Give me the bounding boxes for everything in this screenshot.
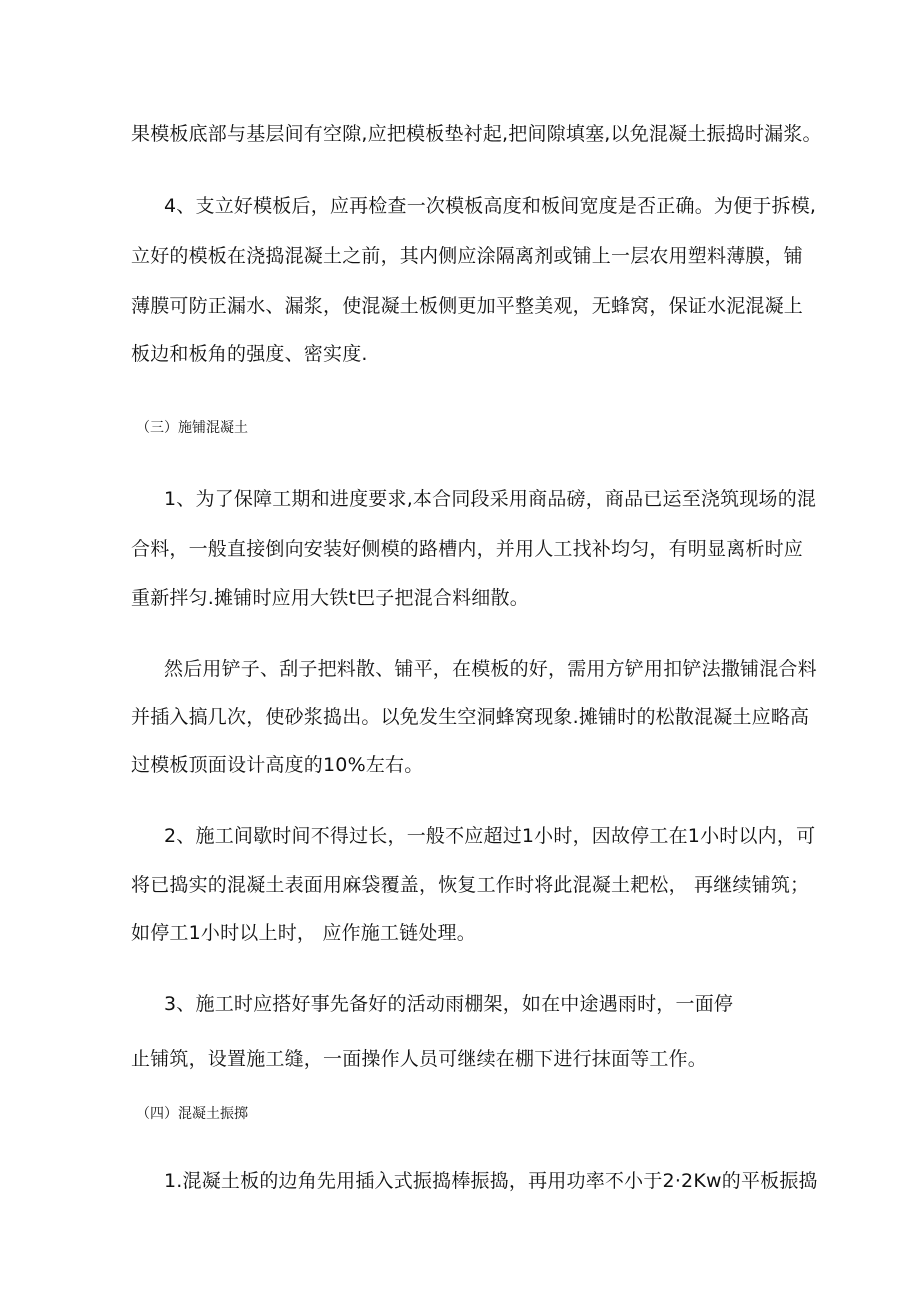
- paragraph-line: 1.混凝土板的边角先用插入式振捣棒振捣，再用功率不小于2·2Kw的平板振捣: [164, 1170, 818, 1192]
- section-heading-4: （四）混凝土振掷: [136, 1106, 248, 1122]
- paragraph-line: 2、施工间歇时间不得过长，一般不应超过1小时，因故停工在1小时以内，可: [164, 825, 816, 847]
- section-heading-3: （三）施铺混凝土: [136, 420, 248, 436]
- paragraph-line: 如停工1小时以上时， 应作施工链处理。: [131, 922, 476, 944]
- paragraph-line: 将已捣实的混凝土表面用麻袋覆盖，恢复工作时将此混凝土耙松， 再继续铺筑；: [131, 874, 810, 896]
- paragraph-line: 立好的模板在浇捣混凝土之前，其内侧应涂隔离剂或铺上一层农用塑料薄膜，铺: [131, 245, 804, 267]
- paragraph-line: 薄膜可防正漏水、漏浆，使混凝土板侧更加平整美观，无蜂窝，保证水泥混凝上: [131, 295, 804, 317]
- paragraph-line: 3、施工时应搭好事先备好的活动雨棚架，如在中途遇雨时，一面停: [164, 993, 734, 1015]
- paragraph-line: 果模板底部与基层间有空隙,应把模板垫衬起,把间隙填塞,以免混凝土振捣时漏浆。: [131, 123, 822, 145]
- paragraph-line: 板边和板角的强度、密实度.: [131, 343, 368, 365]
- paragraph-line: 4、支立好模板后，应再检查一次模板高度和板间宽度是否正确。为便于拆模,: [164, 195, 817, 217]
- paragraph-line: 过模板顶面设计高度的10%左右。: [131, 754, 424, 776]
- paragraph-line: 重新拌匀.摊铺时应用大铁t巴子把混合料细散。: [131, 587, 529, 609]
- paragraph-line: 然后用铲子、刮子把料散、铺平，在模板的好，需用方铲用扣铲法撒铺混合料: [164, 658, 817, 680]
- paragraph-line: 1、为了保障工期和进度要求,本合同段采用商品磅，商品已运至浇筑现场的混: [164, 488, 817, 510]
- paragraph-line: 合料，一般直接倒向安装好侧模的路槽内，并用人工找补均匀，有明显离析时应: [131, 538, 804, 560]
- paragraph-line: 并插入搞几次，使砂浆捣出。以免发生空洞蜂窝现象.摊铺时的松散混凝土应略高: [131, 706, 810, 728]
- paragraph-line: 止铺筑，设置施工缝，一面操作人员可继续在棚下进行抹面等工作。: [131, 1048, 708, 1070]
